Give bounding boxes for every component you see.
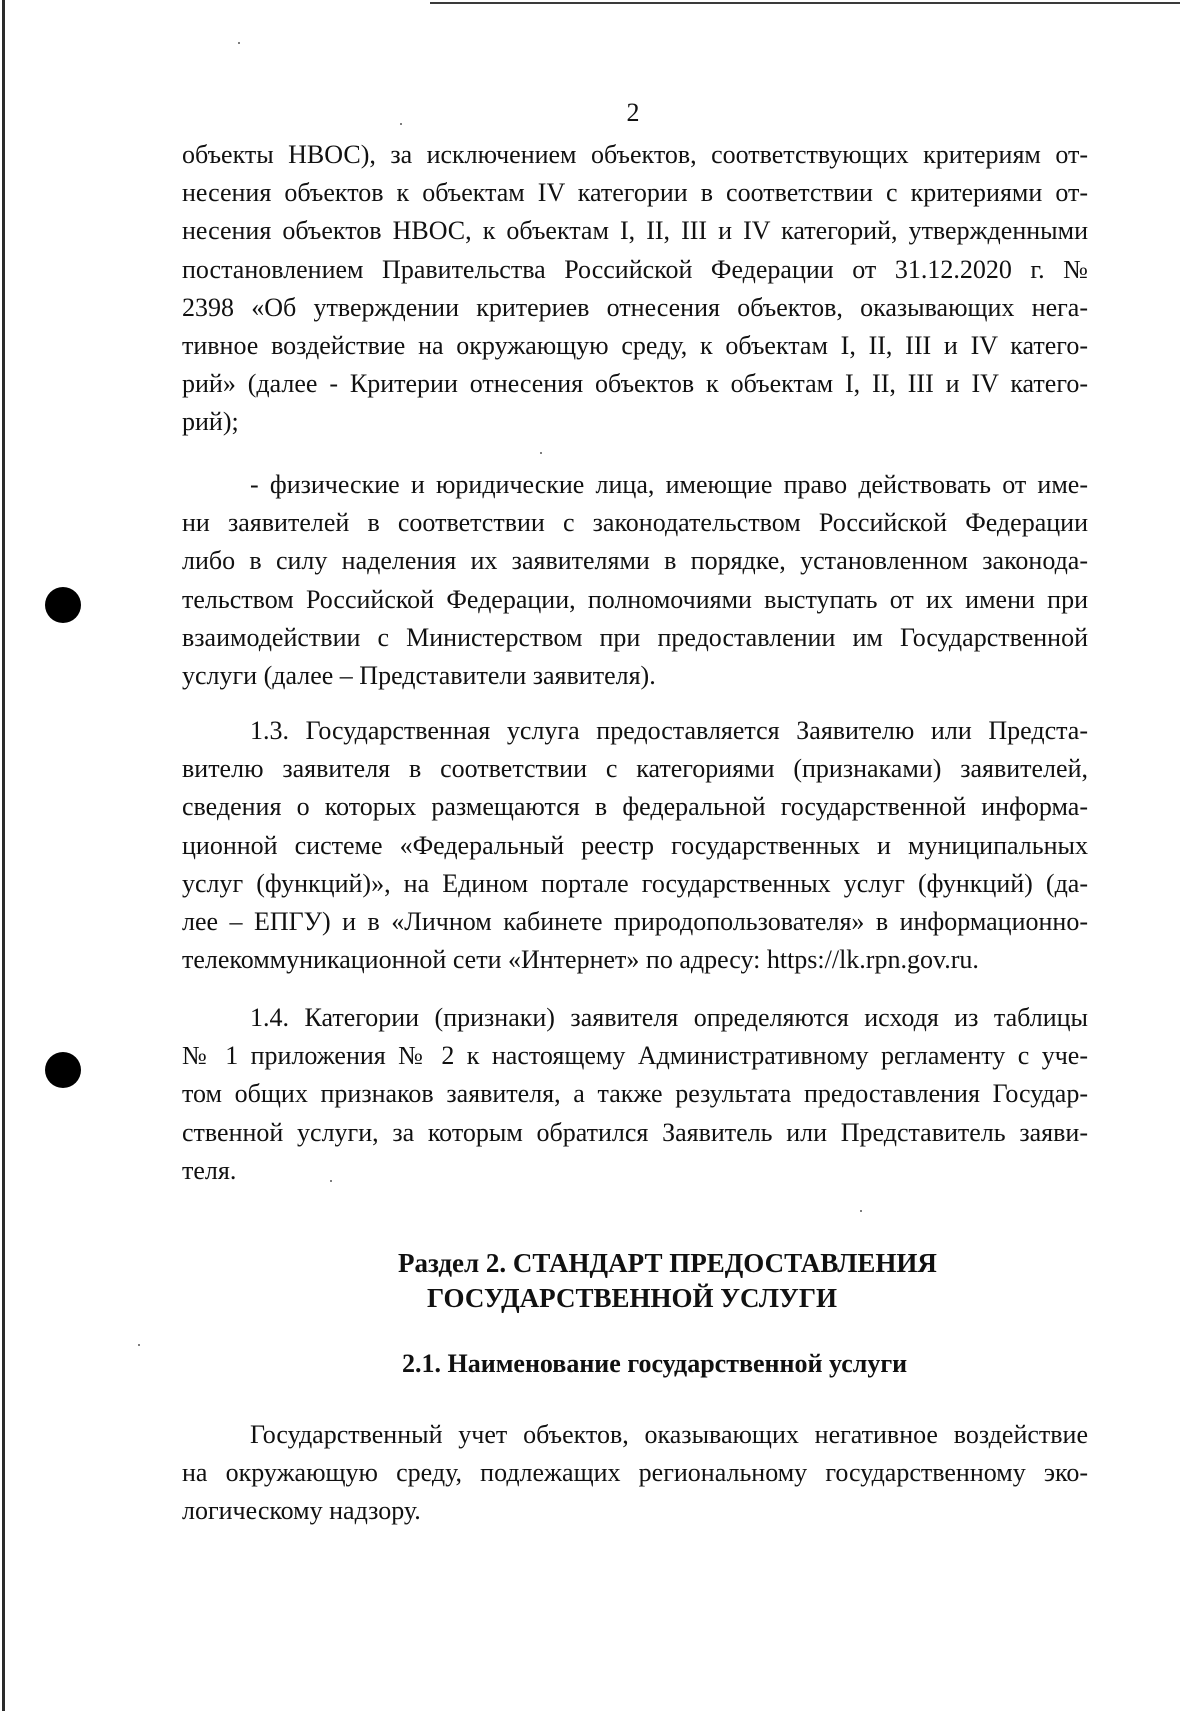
- text-line: рий);: [182, 407, 239, 437]
- text-line: - физические и юридические лица, имеющие право действовать от име-: [250, 470, 1088, 499]
- text-line: тивное воздействие на окружающую среду, к объектам I, II, III и IV катего-: [182, 330, 1088, 360]
- scan-speck: [238, 42, 240, 44]
- text-line: том общих признаков заявителя, а также результата предоставления Государ-: [182, 1079, 1088, 1109]
- text-line: постановлением Правительства Российской Федерации от 31.12.2020 г. №: [182, 254, 1088, 284]
- page-number: 2: [626, 98, 640, 127]
- text-line: 1.4. Категории (признаки) заявителя определяются исходя из таблицы: [250, 1003, 1088, 1032]
- text-line: взаимодействии с Министерством при предоставлении им Государственной: [182, 622, 1088, 652]
- paragraph-service-name: [182, 1416, 1088, 1531]
- text-line: либо в силу наделения их заявителями в порядке, установленном законода-: [182, 546, 1088, 576]
- text-line: услуг (функций)», на Едином портале государственных услуг (функций) (да-: [182, 868, 1088, 898]
- text-line: сведения о которых размещаются в федеральной государственной информа-: [182, 792, 1088, 822]
- paragraph-1-4: [182, 999, 1088, 1190]
- scan-speck: [860, 1210, 862, 1212]
- text-line: 2398 «Об утверждении критериев отнесения объектов, оказывающих нега-: [182, 292, 1088, 322]
- punch-hole-icon: [45, 1052, 81, 1088]
- text-line: ственной услуги, за которым обратился Заявитель или Представитель заяви-: [182, 1117, 1088, 1147]
- text-line: несения объектов к объектам IV категории в соответствии с критериями от-: [182, 178, 1088, 208]
- text-line: объекты НВОС), за исключением объектов, соответствующих критериям от-: [182, 140, 1088, 169]
- text-line: Государственный учет объектов, оказывающих негативное воздействие: [250, 1420, 1088, 1449]
- text-line: тельством Российской Федерации, полномочиями выступать от их имени при: [182, 584, 1088, 614]
- paragraph-representatives: [182, 466, 1088, 695]
- text-line: № 1 приложения № 2 к настоящему Административному регламенту с уче-: [182, 1041, 1088, 1071]
- punch-hole-icon: [45, 587, 81, 623]
- paragraph-objects-nvos: [182, 136, 1088, 442]
- text-line: 1.3. Государственная услуга предоставляется Заявителю или Предста-: [250, 716, 1088, 745]
- text-line: ционной системе «Федеральный реестр государственных и муниципальных: [182, 830, 1088, 860]
- section-title-line: Раздел 2. СТАНДАРТ ПРЕДОСТАВЛЕНИЯ: [398, 1248, 937, 1278]
- text-line: услуги (далее – Представители заявителя).: [182, 660, 656, 690]
- paragraph-1-3: [182, 712, 1088, 979]
- text-line: ни заявителей в соответствии с законодательством Российской Федерации: [182, 508, 1088, 538]
- scan-speck: [138, 1344, 140, 1346]
- text-line: рий» (далее - Критерии отнесения объектов к объектам I, II, III и IV катего-: [182, 369, 1088, 399]
- section-title-line: ГОСУДАРСТВЕННОЙ УСЛУГИ: [427, 1283, 837, 1313]
- text-line: вителю заявителя в соответствии с категориями (признаками) заявителей,: [182, 754, 1088, 784]
- subsection-2-1-heading: 2.1. Наименование государственной услуги: [402, 1349, 908, 1378]
- text-line: лее – ЕПГУ) и в «Личном кабинете природопользователя» в информационно-: [182, 906, 1088, 936]
- text-line: телекоммуникационной сети «Интернет» по адресу: https://lk.rpn.gov.ru.: [182, 945, 979, 975]
- text-line: логическому надзору.: [182, 1496, 421, 1526]
- scan-speck: [540, 452, 542, 454]
- text-line: на окружающую среду, подлежащих региональному государственному эко-: [182, 1458, 1088, 1488]
- text-line: теля.: [182, 1155, 237, 1185]
- scan-border-top: [430, 2, 1180, 4]
- text-line: несения объектов НВОС, к объектам I, II, III и IV категорий, утвержденными: [182, 216, 1088, 246]
- scan-border-left: [2, 0, 5, 1711]
